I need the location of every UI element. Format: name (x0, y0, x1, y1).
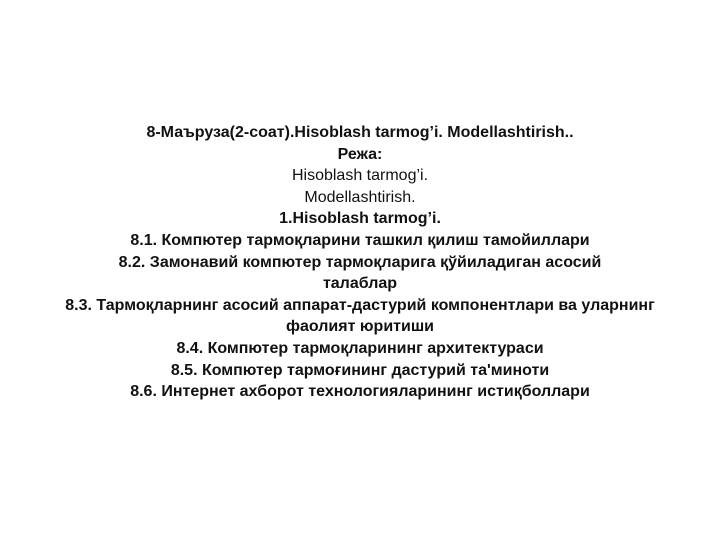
plan-label: Режа: (337, 145, 383, 163)
plan-item: Hisoblash tarmog’i. (291, 167, 429, 185)
topic-item: 8.4. Компютер тармоқларининг архитектураси (176, 339, 544, 357)
lecture-title: 8-Маъруза(2-соат).Hisoblash tarmog’i. Modellashtirish.. (146, 124, 574, 141)
topic-item: 8.1. Компютер тармоқларини ташкил қилиш тамойиллари (130, 231, 590, 249)
topic-item: 8.6. Интернет ахборот технологияларининг истиқболлари (130, 383, 590, 401)
topic-item: 8.5. Компютер тармоғининг дастурий та'миноти (170, 361, 550, 379)
plan-item: Modellashtirish. (304, 188, 416, 206)
topic-item: 8.2. Замонавий компютер тармоқларига қўйиладиган асосий талаблар (118, 253, 602, 293)
slide-content (0, 122, 720, 403)
section-heading: 1.Hisoblash tarmog’i. (279, 210, 441, 228)
topic-item: 8.3. Тармоқларнинг асосий аппарат-дастурий компонентлари ва уларнинг фаолият юритиши (65, 296, 655, 336)
